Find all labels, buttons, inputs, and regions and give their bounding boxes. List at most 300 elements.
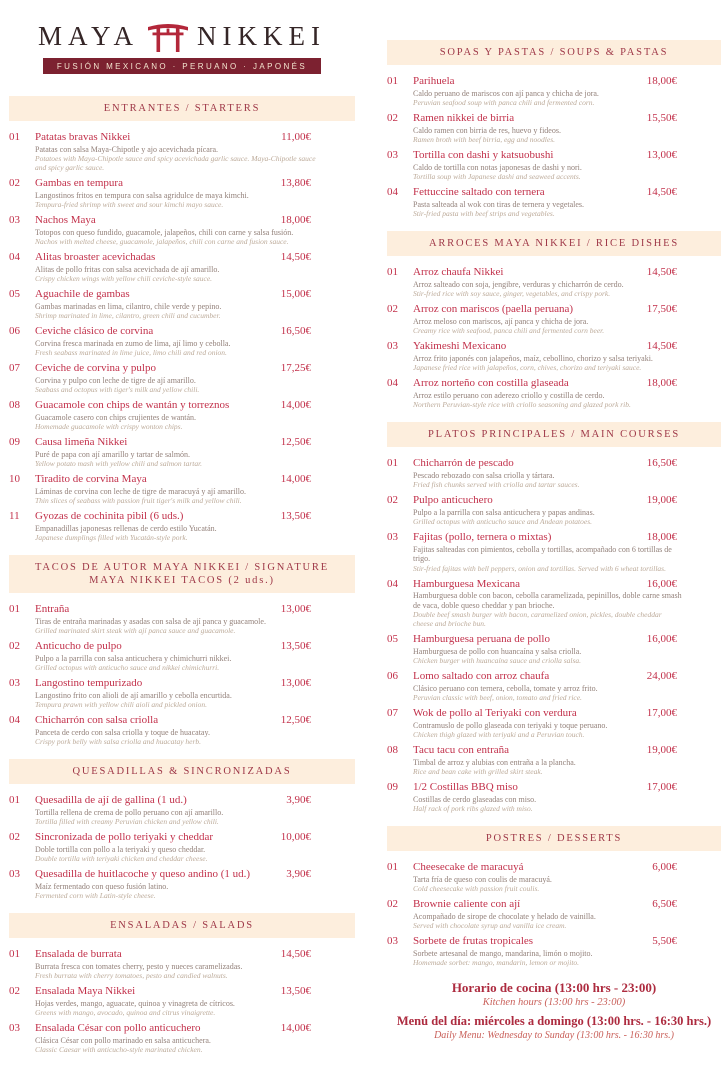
item-description-es: Doble tortilla con pollo a la teriyaki y queso cheddar. [35, 844, 206, 854]
item-number: 05 [9, 288, 20, 300]
menu-item [9, 177, 355, 209]
item-price: 17,50€ [646, 303, 677, 315]
daily-menu-es: Menú del día: miércoles a domingo (13:00 hrs. - 16:30 hrs.) [396, 1014, 712, 1028]
item-name: Ensalada de burrata [35, 948, 122, 960]
menu-item [9, 868, 355, 900]
item-row [387, 494, 721, 508]
menu-item [387, 75, 721, 107]
item-description-en: Greens with mango, avocado, quinoa and citrus vinaigrette. [35, 1008, 216, 1017]
item-price: 10,00€ [280, 831, 311, 843]
item-name: Chicharrón con salsa criolla [35, 714, 159, 726]
section-title: TACOS DE AUTOR MAYA NIKKEI / SIGNATURE MAYA NIKKEI TACOS (2 uds.) [9, 555, 355, 593]
item-row [387, 531, 721, 545]
item-name: Cheesecake de maracuyá [413, 861, 524, 873]
item-number: 03 [387, 935, 398, 947]
item-name: Ensalada Maya Nikkei [35, 985, 136, 997]
item-row [9, 399, 355, 413]
item-price: 15,50€ [646, 112, 677, 124]
item-description-en: Stir-fried fajitas with bell peppers, onion and tortillas. Served with 6 wheat tortillas. [413, 563, 666, 573]
item-description-es: Hojas verdes, mango, aguacate, quinoa y vinagreta de cítricos. [35, 998, 235, 1008]
item-price: 19,00€ [646, 744, 677, 756]
sections-left [9, 96, 355, 1054]
item-name: Ceviche de corvina y pulpo [35, 362, 156, 374]
menu-item [9, 603, 355, 635]
item-description-en: Tortilla soup with Japanese dashi and seaweed accents. [413, 172, 581, 181]
item-description-en: Yellow potato mash with yellow chili and salmon tartar. [35, 459, 203, 468]
section-title: ENTRANTES / STARTERS [9, 96, 355, 121]
item-row [9, 868, 355, 882]
item-row [387, 578, 721, 592]
item-description-en: Homemade guacamole with crispy wonton chips. [35, 422, 183, 431]
item-description-en: Crispy chicken wings with yellow chili ceviche-style sauce. [35, 274, 213, 283]
daily-menu-en: Daily Menu: Wednesday to Sunday (13:00 hrs. - 16:30 hrs.) [434, 1030, 674, 1041]
item-price: 16,50€ [280, 325, 311, 337]
item-price: 12,50€ [280, 714, 311, 726]
item-description-es: Puré de papa con ají amarillo y tartar de salmón. [35, 449, 191, 459]
kitchen-hours-es: Horario de cocina (13:00 hrs - 23:00) [451, 980, 657, 995]
menu-item [9, 288, 355, 320]
item-description-es: Costillas de cerdo glaseadas con miso. [413, 794, 537, 804]
item-name: Arroz norteño con costilla glaseada [413, 377, 569, 389]
menu-item [9, 794, 355, 826]
item-number: 01 [9, 794, 20, 806]
item-number: 06 [9, 325, 20, 337]
item-price: 14,50€ [646, 186, 677, 198]
item-row [9, 603, 355, 617]
item-number: 02 [9, 985, 20, 997]
item-row [387, 781, 721, 795]
item-description-en: Peruvian classic with beef, onion, tomato and fried rice. [413, 693, 582, 702]
menu-section-quesadillas [9, 759, 355, 900]
menu-section-postres [387, 826, 721, 967]
item-description-en: Stir-fried pasta with beef strips and vegetables. [413, 209, 555, 218]
item-price: 14,50€ [280, 948, 311, 960]
item-price: 18,00€ [646, 75, 677, 87]
item-name: Yakimeshi Mexicano [413, 340, 507, 352]
menu-item [9, 948, 355, 980]
item-price: 13,80€ [280, 177, 311, 189]
item-name: Fettuccine saltado con ternera [413, 186, 545, 198]
item-description-en: Tempura prawn with yellow chili aioli and pickled onion. [35, 700, 208, 709]
item-number: 03 [9, 677, 20, 689]
item-price: 17,25€ [280, 362, 311, 374]
item-name: Causa limeña Nikkei [35, 436, 128, 448]
menu-item [387, 633, 721, 665]
item-row [9, 714, 355, 728]
item-row [387, 898, 721, 912]
item-row [9, 362, 355, 376]
menu-section-principales [387, 422, 721, 813]
item-name: Arroz chaufa Nikkei [413, 266, 504, 278]
item-price: 13,50€ [280, 510, 311, 522]
sections-right [387, 40, 721, 967]
item-row [9, 677, 355, 691]
menu-column-left [9, 0, 355, 1067]
item-row [9, 1022, 355, 1036]
item-name: Sorbete de frutas tropicales [413, 935, 534, 947]
brand-logo [9, 20, 355, 52]
item-description-es: Corvina fresca marinada en zumo de lima, ají limo y cebolla. [35, 338, 231, 348]
item-row [9, 948, 355, 962]
item-description-es: Clásica César con pollo marinado en salsa anticuchera. [35, 1035, 211, 1045]
item-description-en: Tortilla filled with creamy Peruvian chicken and yellow chili. [35, 817, 219, 826]
menu-item [387, 186, 721, 218]
item-price: 19,00€ [646, 494, 677, 506]
item-row [9, 214, 355, 228]
item-description-es: Sorbete artesanal de mango, mandarina, limón o mojito. [413, 948, 593, 958]
item-description-en: Potatoes with Maya-Chipotle sauce and spicy acevichada garlic sauce. Maya-Chipotle sauce and spicy garlic sauce. [35, 154, 316, 172]
item-row [9, 510, 355, 524]
item-description-en: Cold cheesecake with passion fruit coulis. [413, 884, 540, 893]
item-description-es: Hamburguesa de pollo con huancaína y salsa criolla. [413, 646, 582, 656]
item-name: Patatas bravas Nikkei [35, 131, 131, 143]
item-name: Guacamole con chips de wantán y torreznos [35, 399, 230, 411]
item-price: 5,50€ [652, 935, 677, 947]
section-title: SOPAS Y PASTAS / SOUPS & PASTAS [387, 40, 721, 65]
item-row [387, 861, 721, 875]
menu-item [9, 131, 355, 172]
item-number: 02 [9, 177, 20, 189]
section-title: ENSALADAS / SALADS [9, 913, 355, 938]
torii-gate-icon [147, 20, 189, 52]
item-number: 11 [9, 510, 20, 522]
menu-item [387, 898, 721, 930]
menu-item [387, 707, 721, 739]
item-name: Tacu tacu con entraña [413, 744, 510, 756]
item-name: Pulpo anticuchero [413, 494, 493, 506]
menu-item [387, 112, 721, 144]
menu-item [387, 861, 721, 893]
item-description-en: Northern Peruvian-style rice with criollo seasoning and glazed pork rib. [413, 400, 631, 409]
menu-item [387, 303, 721, 335]
item-description-en: Half rack of pork ribs glazed with miso. [413, 804, 533, 813]
menu-item [9, 831, 355, 863]
item-name: Ceviche clásico de corvina [35, 325, 154, 337]
item-name: Ramen nikkei de birria [413, 112, 515, 124]
item-number: 04 [9, 251, 20, 263]
item-row [9, 436, 355, 450]
item-number: 01 [9, 948, 20, 960]
item-description-es: Totopos con queso fundido, guacamole, jalapeños, chili con carne y salsa fusión. [35, 227, 294, 237]
brand-header [9, 20, 355, 74]
menu-item [9, 214, 355, 246]
item-description-en: Thin slices of seabass with passion fruit tiger's milk and yellow chili. [35, 496, 242, 505]
item-description-en: Ramen broth with beef birria, egg and noodles. [413, 135, 556, 144]
item-name: Parihuela [413, 75, 455, 87]
item-price: 16,00€ [646, 633, 677, 645]
item-description-es: Guacamole casero con chips crujientes de wantán. [35, 412, 197, 422]
item-description-es: Arroz salteado con soja, jengibre, verduras y chicharrón de cerdo. [413, 279, 624, 289]
item-number: 03 [9, 868, 20, 880]
item-description-es: Pulpo a la parrilla con salsa anticuchera y papas andinas. [413, 507, 595, 517]
item-description-en: Nachos with melted cheese, guacamole, jalapeños, chili con carne and fusion sauce. [35, 237, 289, 246]
menu-section-sopas [387, 40, 721, 218]
item-description-en: Fresh seabass marinated in lime juice, limo chili and red onion. [35, 348, 227, 357]
item-name: Gambas en tempura [35, 177, 123, 189]
item-name: Brownie caliente con ají [413, 898, 521, 910]
menu-item [9, 473, 355, 505]
item-description-es: Caldo peruano de mariscos con ají panca y chicha de jora. [413, 88, 599, 98]
item-description-en: Japanese fried rice with jalapeños, corn, chives, chorizo and teriyaki sauce. [413, 363, 642, 372]
menu-item [9, 436, 355, 468]
item-number: 06 [387, 670, 398, 682]
item-description-es: Burrata fresca con tomates cherry, pesto y nueces caramelizadas. [35, 961, 243, 971]
item-number: 01 [9, 603, 20, 615]
menu-item [9, 640, 355, 672]
menu-item [387, 266, 721, 298]
item-price: 14,00€ [280, 1022, 311, 1034]
item-description-es: Patatas con salsa Maya-Chipotle y ajo acevichada pícara. [35, 144, 219, 154]
item-name: Hamburguesa Mexicana [413, 577, 521, 590]
menu-item [387, 149, 721, 181]
item-row [387, 744, 721, 758]
item-description-es: Empanadillas japonesas rellenas de cerdo estilo Yucatán. [35, 523, 217, 533]
item-row [9, 251, 355, 265]
item-description-es: Maíz fermentado con queso fusión latino. [35, 881, 169, 891]
item-price: 3,90€ [286, 794, 311, 806]
item-name: Sincronizada de pollo teriyaki y cheddar [35, 831, 214, 843]
item-number: 07 [9, 362, 20, 374]
item-price: 17,00€ [646, 707, 677, 719]
item-price: 14,00€ [280, 473, 311, 485]
item-name: Lomo saltado con arroz chaufa [413, 670, 550, 682]
item-description-es: Caldo ramen con birria de res, huevo y fideos. [413, 125, 561, 135]
item-description-en: Rice and bean cake with grilled skirt steak. [413, 767, 543, 776]
item-price: 24,00€ [646, 670, 677, 682]
item-row [387, 340, 721, 354]
item-price: 18,00€ [646, 377, 677, 389]
item-description-en: Chicken thigh glazed with teriyaki and a Peruvian touch. [413, 730, 585, 739]
menu-item [9, 714, 355, 746]
item-price: 6,50€ [652, 898, 677, 910]
item-description-en: Crispy pork belly with salsa criolla and huacatay herb. [35, 737, 202, 746]
item-description-es: Fajitas salteadas con pimientos, cebolla y tortillas, acompañado con 6 tortillas de trigo. [413, 544, 672, 563]
section-title: QUESADILLAS & SINCRONIZADAS [9, 759, 355, 784]
item-number: 01 [387, 457, 398, 469]
menu-section-entrantes [9, 96, 355, 542]
item-price: 18,00€ [646, 531, 677, 543]
item-name: Arroz con mariscos (paella peruana) [413, 303, 574, 315]
item-number: 04 [387, 577, 398, 590]
item-description-en: Double tortilla with teriyaki chicken and cheddar cheese. [35, 854, 208, 863]
item-name: Ensalada César con pollo anticuchero [35, 1022, 201, 1034]
item-number: 03 [9, 214, 20, 226]
item-description-es: Láminas de corvina con leche de tigre de maracuyá y ají amarillo. [35, 486, 247, 496]
item-description-es: Tiras de entraña marinadas y asadas con salsa de ají panca y guacamole. [35, 616, 266, 626]
item-description-es: Pulpo a la parrilla con salsa anticuchera y chimichurri nikkei. [35, 653, 232, 663]
item-price: 13,00€ [280, 603, 311, 615]
section-title: POSTRES / DESSERTS [387, 826, 721, 851]
item-row [9, 325, 355, 339]
item-number: 03 [387, 149, 398, 161]
item-number: 05 [387, 633, 398, 645]
item-price: 14,50€ [646, 266, 677, 278]
menu-item [387, 494, 721, 526]
item-price: 18,00€ [280, 214, 311, 226]
item-description-es: Langostino frito con alioli de ají amarillo y cebolla encurtida. [35, 690, 232, 700]
menu-item [387, 340, 721, 372]
item-description-en: Japanese dumplings filled with Yucatán-style pork. [35, 533, 188, 542]
item-row [9, 131, 355, 145]
menu-item [9, 677, 355, 709]
item-description-en: Creamy rice with seafood, panca chili and fermented corn beer. [413, 326, 605, 335]
item-description-en: Seabass and octopus with tiger's milk and yellow chili. [35, 385, 200, 394]
menu-item [387, 531, 721, 573]
item-description-es: Pasta salteada al wok con tiras de ternera y vegetales. [413, 199, 585, 209]
menu-item [9, 251, 355, 283]
item-description-es: Alitas de pollo fritas con salsa acevichada de ají amarillo. [35, 264, 220, 274]
item-description-en: Homemade sorbet: mango, mandarin, lemon or mojito. [413, 958, 580, 967]
item-description-en: Chicken burger with huancaína sauce and criolla salsa. [413, 656, 582, 665]
item-number: 03 [9, 1022, 20, 1034]
item-number: 02 [9, 640, 20, 652]
item-description-es: Acompañado de sirope de chocolate y helado de vainilla. [413, 911, 596, 921]
brand-name-nikkei: NIKKEI [197, 20, 327, 51]
item-row [9, 288, 355, 302]
item-name: Aguachile de gambas [35, 288, 130, 300]
item-price: 14,50€ [646, 340, 677, 352]
section-title: ARROCES MAYA NIKKEI / RICE DISHES [387, 231, 721, 256]
item-name: Nachos Maya [35, 214, 96, 226]
item-price: 13,00€ [646, 149, 677, 161]
item-number: 02 [387, 112, 398, 124]
item-name: Quesadilla de huitlacoche y queso andino (1 ud.) [35, 868, 251, 880]
item-row [387, 112, 721, 126]
item-number: 03 [387, 531, 398, 543]
item-row [9, 794, 355, 808]
item-number: 07 [387, 707, 398, 719]
menu-section-arroces [387, 231, 721, 409]
item-description-es: Tortilla rellena de crema de pollo peruano con ají amarillo. [35, 807, 224, 817]
item-price: 15,00€ [280, 288, 311, 300]
item-number: 02 [387, 303, 398, 315]
item-name: Quesadilla de ají de gallina (1 ud.) [35, 794, 187, 806]
item-description-es: Pescado rebozado con salsa criolla y tártara. [413, 470, 555, 480]
item-price: 13,50€ [280, 640, 311, 652]
item-description-en: Tempura-fried shrimp with sweet and sour kimchi mayo sauce. [35, 200, 224, 209]
item-number: 10 [9, 473, 20, 485]
hours-footer [387, 980, 721, 1042]
item-number: 01 [9, 131, 20, 143]
item-number: 02 [9, 831, 20, 843]
section-title: PLATOS PRINCIPALES / MAIN COURSES [387, 422, 721, 447]
item-number: 01 [387, 75, 398, 87]
item-number: 03 [387, 340, 398, 352]
item-price: 17,00€ [646, 781, 677, 793]
item-name: Hamburguesa peruana de pollo [413, 633, 550, 645]
menu-item [387, 781, 721, 813]
item-row [387, 75, 721, 89]
item-name: Tortilla con dashi y katsuobushi [413, 149, 554, 161]
item-name: Fajitas (pollo, ternera o mixtas) [413, 531, 552, 543]
item-description-es: Gambas marinadas en lima, cilantro, chile verde y pepino. [35, 301, 222, 311]
menu-item [9, 399, 355, 431]
item-description-en: Double beef smash burger with bacon, caramelized onion, pickles, double cheddar cheese and brioche bun. [413, 610, 662, 628]
item-price: 3,90€ [286, 868, 311, 880]
item-price: 11,00€ [281, 131, 311, 143]
item-description-en: Served with chocolate syrup and vanilla ice cream. [413, 921, 567, 930]
item-row [9, 640, 355, 654]
item-price: 6,00€ [652, 861, 677, 873]
item-number: 04 [9, 714, 20, 726]
item-row [9, 177, 355, 191]
item-number: 04 [387, 186, 398, 198]
item-description-es: Hamburguesa doble con bacon, cebolla caramelizada, pepinillos, doble carne smash de vaca, doble queso cheddar y pan brioche. [413, 591, 682, 610]
item-description-es: Contramuslo de pollo glaseada con teriyaki y toque peruano. [413, 720, 608, 730]
item-row [387, 266, 721, 280]
menu-item [9, 362, 355, 394]
item-description-es: Caldo de tortilla con notas japonesas de dashi y nori. [413, 162, 582, 172]
item-description-en: Shrimp marinated in lime, cilantro, green chili and cucumber. [35, 311, 221, 320]
item-description-en: Fermented corn with Latin-style cheese. [35, 891, 156, 900]
item-description-es: Arroz meloso con mariscos, ají panca y chicha de jora. [413, 316, 589, 326]
item-price: 16,00€ [646, 577, 677, 590]
item-name: Entraña [35, 603, 70, 615]
item-description-es: Corvina y pulpo con leche de tigre de ají amarillo. [35, 375, 196, 385]
item-price: 12,50€ [280, 436, 311, 448]
item-description-en: Fresh burrata with cherry tomatoes, pesto and candied walnuts. [35, 971, 228, 980]
item-row [387, 670, 721, 684]
menu-section-tacos [9, 555, 355, 746]
item-number: 08 [9, 399, 20, 411]
item-name: Chicharrón de pescado [413, 457, 514, 469]
item-description-es: Tarta fría de queso con coulis de maracuyá. [413, 874, 552, 884]
item-row [387, 149, 721, 163]
item-price: 16,50€ [646, 457, 677, 469]
menu-item [387, 377, 721, 409]
menu-item [387, 935, 721, 967]
menu-item [9, 325, 355, 357]
menu-item [9, 985, 355, 1017]
item-name: Gyozas de cochinita pibil (6 uds.) [35, 510, 184, 522]
item-description-en: Grilled octopus with anticucho sauce and nikkei chimichurri. [35, 663, 220, 672]
brand-name-maya: MAYA [37, 20, 140, 51]
brand-tagline: FUSIÓN MEXICANO · PERUANO · JAPONÉS [43, 58, 321, 74]
item-row [9, 473, 355, 487]
item-number: 02 [387, 494, 398, 506]
item-description-en: Stir-fried rice with soy sauce, ginger, vegetables, and crispy pork. [413, 289, 611, 298]
item-description-es: Arroz estilo peruano con aderezo criollo y costilla de cerdo. [413, 390, 605, 400]
item-price: 13,50€ [280, 985, 311, 997]
item-description-es: Langostinos fritos en tempura con salsa agridulce de maya kimchi. [35, 190, 249, 200]
item-description-en: Grilled marinated skirt steak with ají panca sauce and guacamole. [35, 626, 236, 635]
item-row [9, 831, 355, 845]
item-description-en: Fried fish chunks served with criolla and tartar sauces. [413, 480, 580, 489]
item-description-es: Panceta de cerdo con salsa criolla y toque de huacatay. [35, 727, 210, 737]
kitchen-hours-en: Kitchen hours (13:00 hrs - 23:00) [482, 997, 626, 1008]
item-row [387, 707, 721, 721]
item-price: 13,00€ [280, 677, 311, 689]
item-number: 09 [387, 781, 398, 793]
item-name: 1/2 Costillas BBQ miso [413, 781, 518, 793]
item-description-es: Clásico peruano con ternera, cebolla, tomate y arroz frito. [413, 683, 598, 693]
item-description-es: Arroz frito japonés con jalapeños, maíz, cebollino, chorizo y salsa teriyaki. [413, 353, 653, 363]
item-number: 01 [387, 266, 398, 278]
item-description-en: Classic Caesar with anticucho-style marinated chicken. [35, 1045, 203, 1054]
item-row [387, 633, 721, 647]
item-description-en: Grilled octopus with anticucho sauce and Andean potatoes. [413, 517, 593, 526]
item-row [387, 935, 721, 949]
item-description-en: Peruvian seafood soup with panca chili and fermented corn. [413, 98, 595, 107]
item-row [387, 186, 721, 200]
item-description-es: Timbal de arroz y alubias con entraña a la plancha. [413, 757, 576, 767]
menu-item [387, 457, 721, 489]
item-row [387, 303, 721, 317]
menu-item [387, 744, 721, 776]
item-number: 04 [387, 377, 398, 389]
item-row [9, 985, 355, 999]
item-number: 01 [387, 861, 398, 873]
